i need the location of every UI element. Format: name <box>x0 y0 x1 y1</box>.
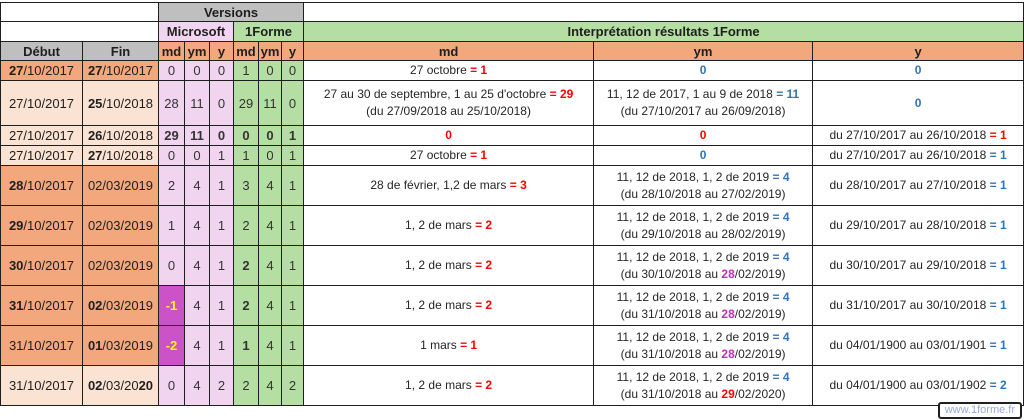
cell-ms-y: 1 <box>210 286 234 326</box>
cell-ms-md: -1 <box>159 286 185 326</box>
cell-debut: 27/10/2017 <box>1 81 83 126</box>
cell-ms-ym: 4 <box>185 166 210 206</box>
cell-f1-y: 0 <box>282 61 304 81</box>
cell-ms-md: 0 <box>159 146 185 166</box>
cell-interp-y: du 28/10/2017 au 27/10/2018 = 1 <box>813 166 1024 206</box>
cell-f1-ym: 4 <box>259 286 282 326</box>
ms-ym-column-header: ym <box>185 42 210 61</box>
cell-f1-md: 29 <box>234 81 259 126</box>
cell-interp-md: 1, 2 de mars = 2 <box>304 366 594 406</box>
cell-f1-y: 1 <box>282 126 304 146</box>
cell-interp-md: 1, 2 de mars = 2 <box>304 206 594 246</box>
cell-f1-y: 1 <box>282 206 304 246</box>
cell-debut: 31/10/2017 <box>1 286 83 326</box>
cell-debut: 27/10/2017 <box>1 126 83 146</box>
cell-interp-y: du 27/10/2017 au 26/10/2018 = 1 <box>813 146 1024 166</box>
cell-f1-ym: 4 <box>259 166 282 206</box>
cell-interp-y: du 04/01/1900 au 03/01/1902 = 2 <box>813 366 1024 406</box>
cell-interp-y: 0 <box>813 81 1024 126</box>
cell-interp-ym: 11, 12 de 2018, 1, 2 de 2019 = 4 (du 28/10/2018 au 27/02/2019) <box>594 166 813 206</box>
cell-interp-md: 28 de février, 1,2 de mars = 3 <box>304 166 594 206</box>
interp-y-column-header: y <box>813 42 1024 61</box>
cell-ms-md: -2 <box>159 326 185 366</box>
cell-f1-ym: 11 <box>259 81 282 126</box>
table-row <box>1 61 1024 81</box>
cell-fin: 27/10/2018 <box>83 146 159 166</box>
cell-f1-y: 1 <box>282 146 304 166</box>
cell-interp-md: 1 mars = 1 <box>304 326 594 366</box>
cell-ms-md: 0 <box>159 246 185 286</box>
cell-interp-y: du 04/01/1900 au 03/01/1901 = 1 <box>813 326 1024 366</box>
cell-ms-y: 1 <box>210 146 234 166</box>
spacer <box>304 3 1024 22</box>
cell-f1-y: 1 <box>282 166 304 206</box>
header-row-groups <box>1 22 1024 42</box>
cell-interp-md: 27 octobre = 1 <box>304 61 594 81</box>
microsoft-group-header: Microsoft <box>159 22 234 42</box>
cell-ms-ym: 4 <box>185 366 210 406</box>
cell-fin: 02/03/2019 <box>83 206 159 246</box>
cell-ms-ym: 4 <box>185 206 210 246</box>
cell-f1-y: 1 <box>282 246 304 286</box>
table-row <box>1 366 1024 406</box>
cell-interp-y: 0 <box>813 61 1024 81</box>
cell-f1-md: 3 <box>234 166 259 206</box>
cell-ms-ym: 11 <box>185 126 210 146</box>
table-row <box>1 326 1024 366</box>
cell-interp-md: 27 octobre = 1 <box>304 146 594 166</box>
cell-f1-md: 2 <box>234 206 259 246</box>
cell-f1-ym: 0 <box>259 146 282 166</box>
oneforme-group-header: 1Forme <box>234 22 304 42</box>
cell-debut: 31/10/2017 <box>1 326 83 366</box>
comparison-table <box>0 2 1024 406</box>
versions-header: Versions <box>159 3 304 22</box>
table-body <box>1 61 1024 406</box>
cell-f1-md: 1 <box>234 61 259 81</box>
table-row <box>1 206 1024 246</box>
cell-debut: 27/10/2017 <box>1 61 83 81</box>
cell-ms-md: 1 <box>159 206 185 246</box>
cell-ms-ym: 4 <box>185 326 210 366</box>
f1-ym-column-header: ym <box>259 42 282 61</box>
table-row <box>1 81 1024 126</box>
cell-interp-ym: 11, 12 de 2018, 1, 2 de 2019 = 4 (du 29/10/2018 au 28/02/2019) <box>594 206 813 246</box>
spacer <box>1 22 159 42</box>
table-row <box>1 146 1024 166</box>
f1-md-column-header: md <box>234 42 259 61</box>
cell-f1-md: 2 <box>234 246 259 286</box>
cell-f1-ym: 4 <box>259 366 282 406</box>
ms-y-column-header: y <box>210 42 234 61</box>
table-row <box>1 286 1024 326</box>
cell-ms-md: 2 <box>159 166 185 206</box>
spacer <box>1 3 159 22</box>
table-row <box>1 126 1024 146</box>
cell-f1-md: 2 <box>234 286 259 326</box>
cell-f1-y: 1 <box>282 326 304 366</box>
f1-y-column-header: y <box>282 42 304 61</box>
cell-f1-y: 1 <box>282 286 304 326</box>
cell-f1-ym: 0 <box>259 126 282 146</box>
cell-debut: 28/10/2017 <box>1 166 83 206</box>
cell-ms-md: 29 <box>159 126 185 146</box>
cell-f1-ym: 4 <box>259 326 282 366</box>
cell-f1-md: 1 <box>234 326 259 366</box>
table-row <box>1 246 1024 286</box>
cell-interp-md: 1, 2 de mars = 2 <box>304 286 594 326</box>
cell-debut: 27/10/2017 <box>1 146 83 166</box>
cell-interp-y: du 27/10/2017 au 26/10/2018 = 1 <box>813 126 1024 146</box>
cell-ms-y: 1 <box>210 166 234 206</box>
cell-f1-ym: 4 <box>259 206 282 246</box>
fin-column-header: Fin <box>83 42 159 61</box>
cell-ms-ym: 4 <box>185 286 210 326</box>
watermark-link[interactable]: www.1forme.fr <box>938 402 1022 419</box>
cell-f1-y: 0 <box>282 81 304 126</box>
interp-md-column-header: md <box>304 42 594 61</box>
cell-interp-ym: 11, 12 de 2017, 1 au 9 de 2018 = 11 (du 27/10/2017 au 26/09/2018) <box>594 81 813 126</box>
cell-ms-ym: 11 <box>185 81 210 126</box>
cell-interp-md: 0 <box>304 126 594 146</box>
cell-interp-md: 27 au 30 de septembre, 1 au 25 d'octobre = 29 (du 27/09/2018 au 25/10/2018) <box>304 81 594 126</box>
cell-ms-y: 1 <box>210 326 234 366</box>
cell-ms-y: 0 <box>210 81 234 126</box>
cell-ms-md: 28 <box>159 81 185 126</box>
cell-ms-y: 1 <box>210 246 234 286</box>
cell-interp-ym: 0 <box>594 126 813 146</box>
cell-ms-ym: 0 <box>185 61 210 81</box>
cell-fin: 27/10/2017 <box>83 61 159 81</box>
cell-interp-y: du 29/10/2017 au 28/10/2018 = 1 <box>813 206 1024 246</box>
cell-debut: 30/10/2017 <box>1 246 83 286</box>
cell-fin: 02/03/2020 <box>83 366 159 406</box>
cell-interp-ym: 11, 12 de 2018, 1, 2 de 2019 = 4 (du 31/10/2018 au 28/02/2019) <box>594 286 813 326</box>
debut-column-header: Début <box>1 42 83 61</box>
cell-debut: 29/10/2017 <box>1 206 83 246</box>
cell-interp-ym: 0 <box>594 146 813 166</box>
cell-ms-y: 0 <box>210 61 234 81</box>
cell-ms-ym: 0 <box>185 146 210 166</box>
cell-f1-ym: 0 <box>259 61 282 81</box>
cell-fin: 01/03/2019 <box>83 326 159 366</box>
cell-ms-md: 0 <box>159 366 185 406</box>
header-row-versions <box>1 3 1024 22</box>
cell-f1-y: 2 <box>282 366 304 406</box>
cell-ms-y: 2 <box>210 366 234 406</box>
interpretation-group-header: Interprétation résultats 1Forme <box>304 22 1024 42</box>
cell-interp-ym: 11, 12 de 2018, 1, 2 de 2019 = 4 (du 30/10/2018 au 28/02/2019) <box>594 246 813 286</box>
cell-fin: 02/03/2019 <box>83 246 159 286</box>
interp-ym-column-header: ym <box>594 42 813 61</box>
cell-interp-y: du 30/10/2017 au 29/10/2018 = 1 <box>813 246 1024 286</box>
cell-f1-ym: 4 <box>259 246 282 286</box>
cell-fin: 02/03/2019 <box>83 286 159 326</box>
cell-interp-ym: 11, 12 de 2018, 1, 2 de 2019 = 4 (du 31/10/2018 au 29/02/2020) <box>594 366 813 406</box>
ms-md-column-header: md <box>159 42 185 61</box>
cell-ms-md: 0 <box>159 61 185 81</box>
cell-interp-ym: 11, 12 de 2018, 1, 2 de 2019 = 4 (du 31/10/2018 au 28/02/2019) <box>594 326 813 366</box>
header-row-columns <box>1 42 1024 61</box>
cell-ms-y: 0 <box>210 126 234 146</box>
cell-fin: 26/10/2018 <box>83 126 159 146</box>
cell-ms-y: 1 <box>210 206 234 246</box>
table-row <box>1 166 1024 206</box>
cell-interp-ym: 0 <box>594 61 813 81</box>
cell-interp-y: du 31/10/2017 au 30/10/2018 = 1 <box>813 286 1024 326</box>
cell-debut: 31/10/2017 <box>1 366 83 406</box>
cell-f1-md: 2 <box>234 366 259 406</box>
cell-fin: 02/03/2019 <box>83 166 159 206</box>
cell-f1-md: 0 <box>234 126 259 146</box>
cell-f1-md: 1 <box>234 146 259 166</box>
cell-interp-md: 1, 2 de mars = 2 <box>304 246 594 286</box>
cell-ms-ym: 4 <box>185 246 210 286</box>
cell-fin: 25/10/2018 <box>83 81 159 126</box>
